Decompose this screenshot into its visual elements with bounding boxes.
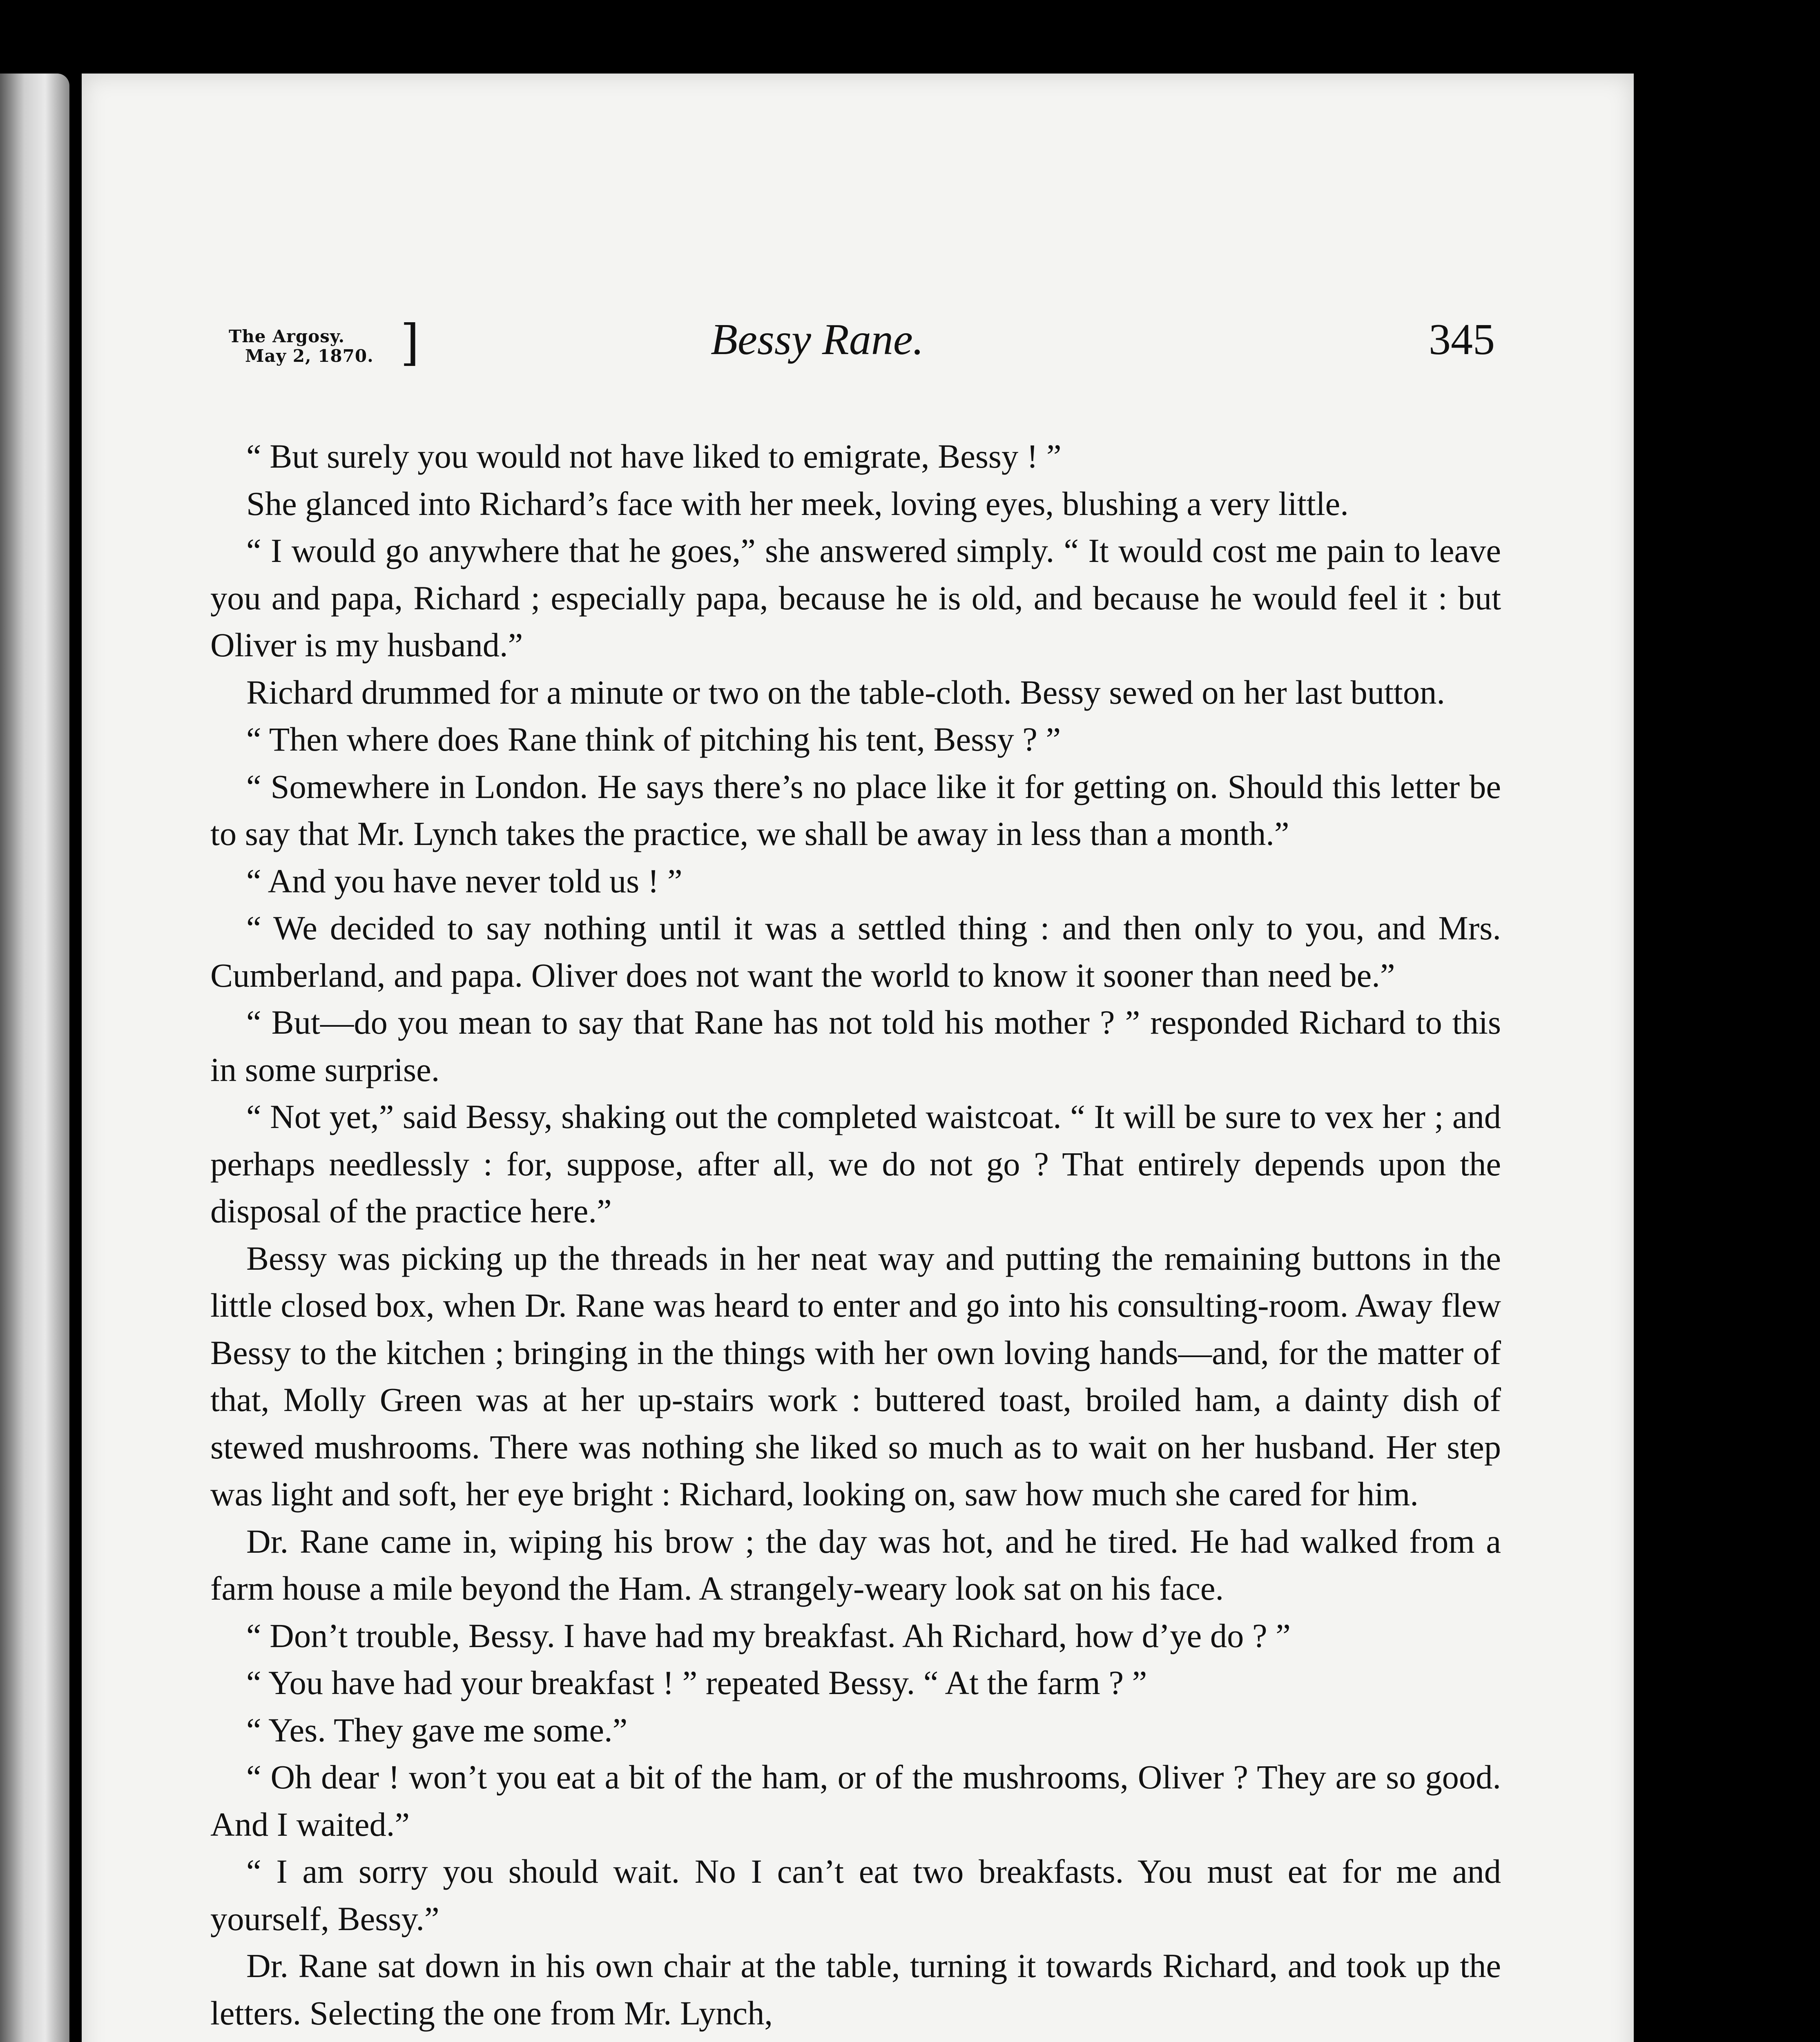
paragraph: “ I am sorry you should wait. No I can’t eat two breakfasts. You must eat for me and yourself, Bessy.” [210, 1853, 1501, 1937]
paragraph: “ I would go anywhere that he goes,” she answered simply. “ It would cost me pain to leave you and papa, Richard ; especially papa, because he is old, and because he would feel it : but Oliver is my husband.” [210, 532, 1501, 664]
paragraph: “ You have had your breakfast ! ” repeated Bessy. “ At the farm ? ” [246, 1664, 1147, 1701]
paragraph: She glanced into Richard’s face with her meek, loving eyes, blushing a very little. [246, 484, 1349, 522]
book-page [82, 74, 1634, 2042]
paragraph: “ We decided to say nothing until it was a settled thing : and then only to you, and Mrs. Cumberland, and papa. Oliver does not want the world to know it sooner than need be.” [210, 909, 1501, 994]
running-head-bracket: ] [400, 314, 420, 371]
running-head [229, 314, 420, 371]
paragraph: “ But—do you mean to say that Rane has not told his mother ? ” responded Richard to this in some surprise. [210, 1003, 1501, 1088]
page-header [82, 298, 1634, 404]
paragraph: “ Then where does Rane think of pitching his tent, Bessy ? ” [246, 720, 1061, 758]
paragraph: “ Don’t trouble, Bessy. I have had my breakfast. Ah Richard, how d’ye do ? ” [246, 1616, 1291, 1654]
paragraph: “ Somewhere in London. He says there’s no place like it for getting on. Should this letter be to say that Mr. Lynch takes the practice, we shall be away in less than a month.” [210, 767, 1501, 852]
body-text [210, 433, 1501, 2037]
paragraph: “ But surely you would not have liked to emigrate, Bessy ! ” [246, 437, 1062, 475]
paragraph: “ Oh dear ! won’t you eat a bit of the ham, or of the mushrooms, Oliver ? They are so good. And I waited.” [210, 1758, 1501, 1843]
page-title: Bessy Rane. [711, 315, 924, 364]
paragraph: Bessy was picking up the threads in her neat way and putting the remaining buttons in the little closed box, when Dr. Rane was heard to enter and go into his consulting-room. Away flew Bessy to the kitchen ; bringing in the things with her own loving hands—and, for the matter of that, Molly Green was at her up-stairs work : buttered toast, broiled ham, a dainty dish of stewed mushrooms. There was nothing she liked so much as to wait on her husband. Her step was light and soft, her eye bright : Richard, looking on, saw how much she cared for him. [210, 1239, 1501, 1513]
paragraph: “ Not yet,” said Bessy, shaking out the completed waistcoat. “ It will be sure to vex her ; and perhaps needlessly : for, suppose, after all, we do not go ? That entirely depends upon the disposal of the practice here.” [210, 1098, 1501, 1230]
periodical-name: The Argosy. [229, 326, 345, 346]
paragraph: Dr. Rane sat down in his own chair at the table, turning it towards Richard, and took up the letters. Selecting the one from Mr. Lynch, [210, 1947, 1501, 2032]
paragraph: Dr. Rane came in, wiping his brow ; the day was hot, and he tired. He had walked from a farm house a mile beyond the Ham. A strangely-weary look sat on his face. [210, 1522, 1501, 1607]
issue-date: May 2, 1870. [245, 346, 374, 366]
paragraph: Richard drummed for a minute or two on the table-cloth. Bessy sewed on her last button. [246, 673, 1445, 711]
page-number: 345 [1429, 315, 1495, 364]
previous-page-edge [0, 74, 69, 2042]
paragraph: “ And you have never told us ! ” [246, 862, 682, 900]
paragraph: “ Yes. They gave me some.” [246, 1711, 628, 1749]
